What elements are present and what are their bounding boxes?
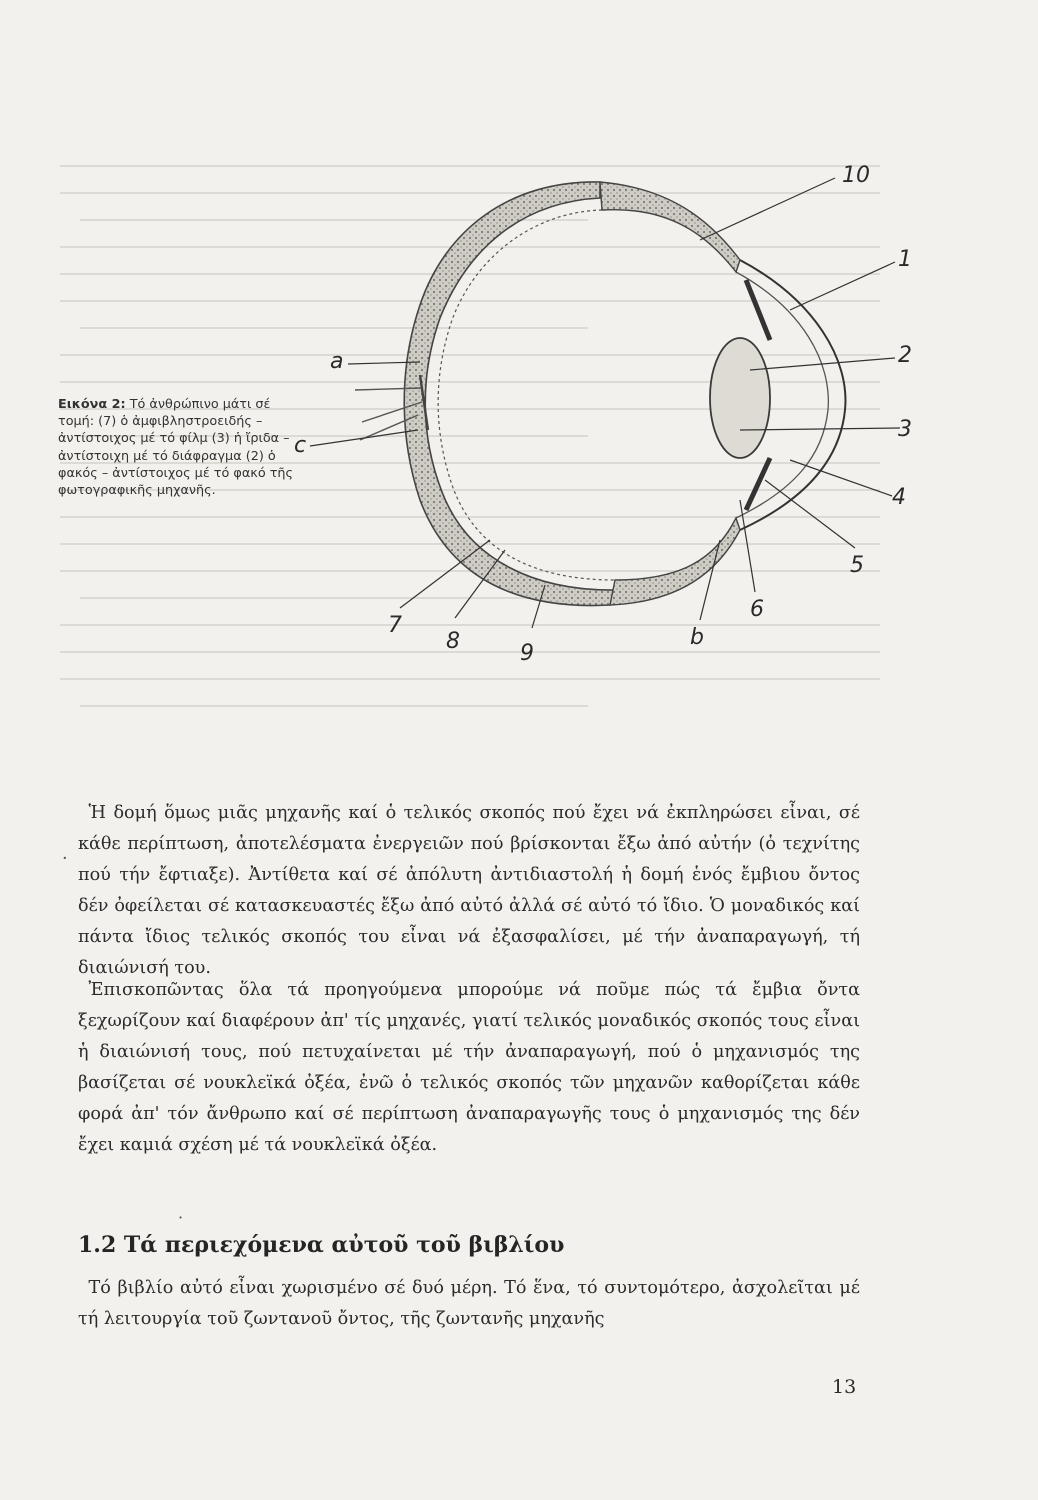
eye-cross-section-figure bbox=[270, 140, 910, 680]
sclera-layer bbox=[404, 182, 620, 606]
lens bbox=[710, 338, 770, 458]
label-2: 2 bbox=[898, 343, 912, 368]
label-9: 9 bbox=[520, 641, 534, 666]
paragraph-1: Ἡ δομή ὅμως μιᾶς μηχανῆς καί ὁ τελικός σκοπός πού ἔχει νά ἐκπληρώσει εἶναι, σέ κάθε περίπτωση, ἀποτελέσματα ἐνεργειῶν πού βρίσκονται ἔξω ἀπό αὐτήν (ὁ τεχνίτης πού τήν ἔφτιαξε). Ἀντίθετα καί σέ ἀπόλυτη ἀντιδιαστολή ἡ δομή ἑνός ἔμβιου ὄντος δέν ὀφείλεται σέ κατασκευαστές ἔξω ἀπό αὐτό ἀλλά σέ αὐτό τό ἴδιο. Ὁ μοναδικός καί πάντα ἴδιος τελικός σκοπός του εἶναι νά ἐξασφαλίσει, μέ τήν ἀναπαραγωγή, τή διαιώνισή του. bbox=[78, 803, 860, 978]
label-6: 6 bbox=[750, 597, 764, 622]
label-7: 7 bbox=[388, 613, 402, 638]
label-1: 1 bbox=[898, 247, 912, 272]
label-5: 5 bbox=[850, 553, 864, 578]
label-4: 4 bbox=[892, 485, 906, 510]
label-b: b bbox=[690, 625, 704, 650]
section-heading: 1.2 Τά περιεχόμενα αὐτοῦ τοῦ βιβλίου bbox=[78, 1232, 565, 1258]
eye-diagram bbox=[270, 140, 910, 680]
paragraph-3: Τό βιβλίο αὐτό εἶναι χωρισμένο σέ δυό μέρη. Τό ἕνα, τό συντομότερο, ἀσχολεῖται μέ τή λειτουργία τοῦ ζωντανοῦ ὄντος, τῆς ζωντανῆς μηχανῆς bbox=[78, 1278, 860, 1329]
label-8: 8 bbox=[446, 629, 460, 654]
caption-label: Εικόνα 2: bbox=[58, 397, 126, 412]
caption-text: Τό ἀνθρώπινο μάτι σέ τομή: (7) ὁ ἀμφιβληστροειδής – ἀντίστοιχος μέ τό φίλμ (3) ἡ ἴριδα – ἀντίστοιχη μέ τό διάφραγμα (2) ὁ φακός – ἀντίστοιχος μέ τό φακό τῆς φωτογραφικῆς μηχανῆς. bbox=[58, 397, 294, 499]
leader-lines bbox=[310, 178, 900, 628]
page-number: 13 bbox=[832, 1376, 857, 1398]
ciliary-body-bottom bbox=[610, 518, 740, 605]
margin-dot: · bbox=[62, 848, 68, 869]
label-3: 3 bbox=[898, 417, 912, 442]
label-c: c bbox=[294, 433, 307, 458]
stray-mark: · bbox=[178, 1208, 184, 1227]
figure-caption bbox=[58, 396, 300, 499]
label-10: 10 bbox=[842, 163, 870, 188]
ciliary-body-top bbox=[600, 182, 740, 272]
label-a: a bbox=[330, 349, 344, 374]
paragraph-2: Ἐπισκοπῶντας ὅλα τά προηγούμενα μπορούμε νά ποῦμε πώς τά ἔμβια ὄντα ξεχωρίζουν καί διαφέρουν ἀπ' τίς μηχανές, γιατί τελικός μοναδικός σκοπός τους εἶναι ἡ διαιώνισή τους, πού πετυχαίνεται μέ τήν ἀναπαραγωγή, πού ὁ μηχανισμός της βασίζεται σέ νουκλεϊκά ὀξέα, ἐνῶ ὁ τελικός σκοπός τῶν μηχανῶν καθορίζεται κάθε φορά ἀπ' τόν ἄνθρωπο καί σέ περίπτωση ἀναπαραγωγῆς τους ὁ μηχανισμός της δέν ἔχει καμιά σχέση μέ τά νουκλεϊκά ὀξέα. bbox=[78, 980, 860, 1155]
